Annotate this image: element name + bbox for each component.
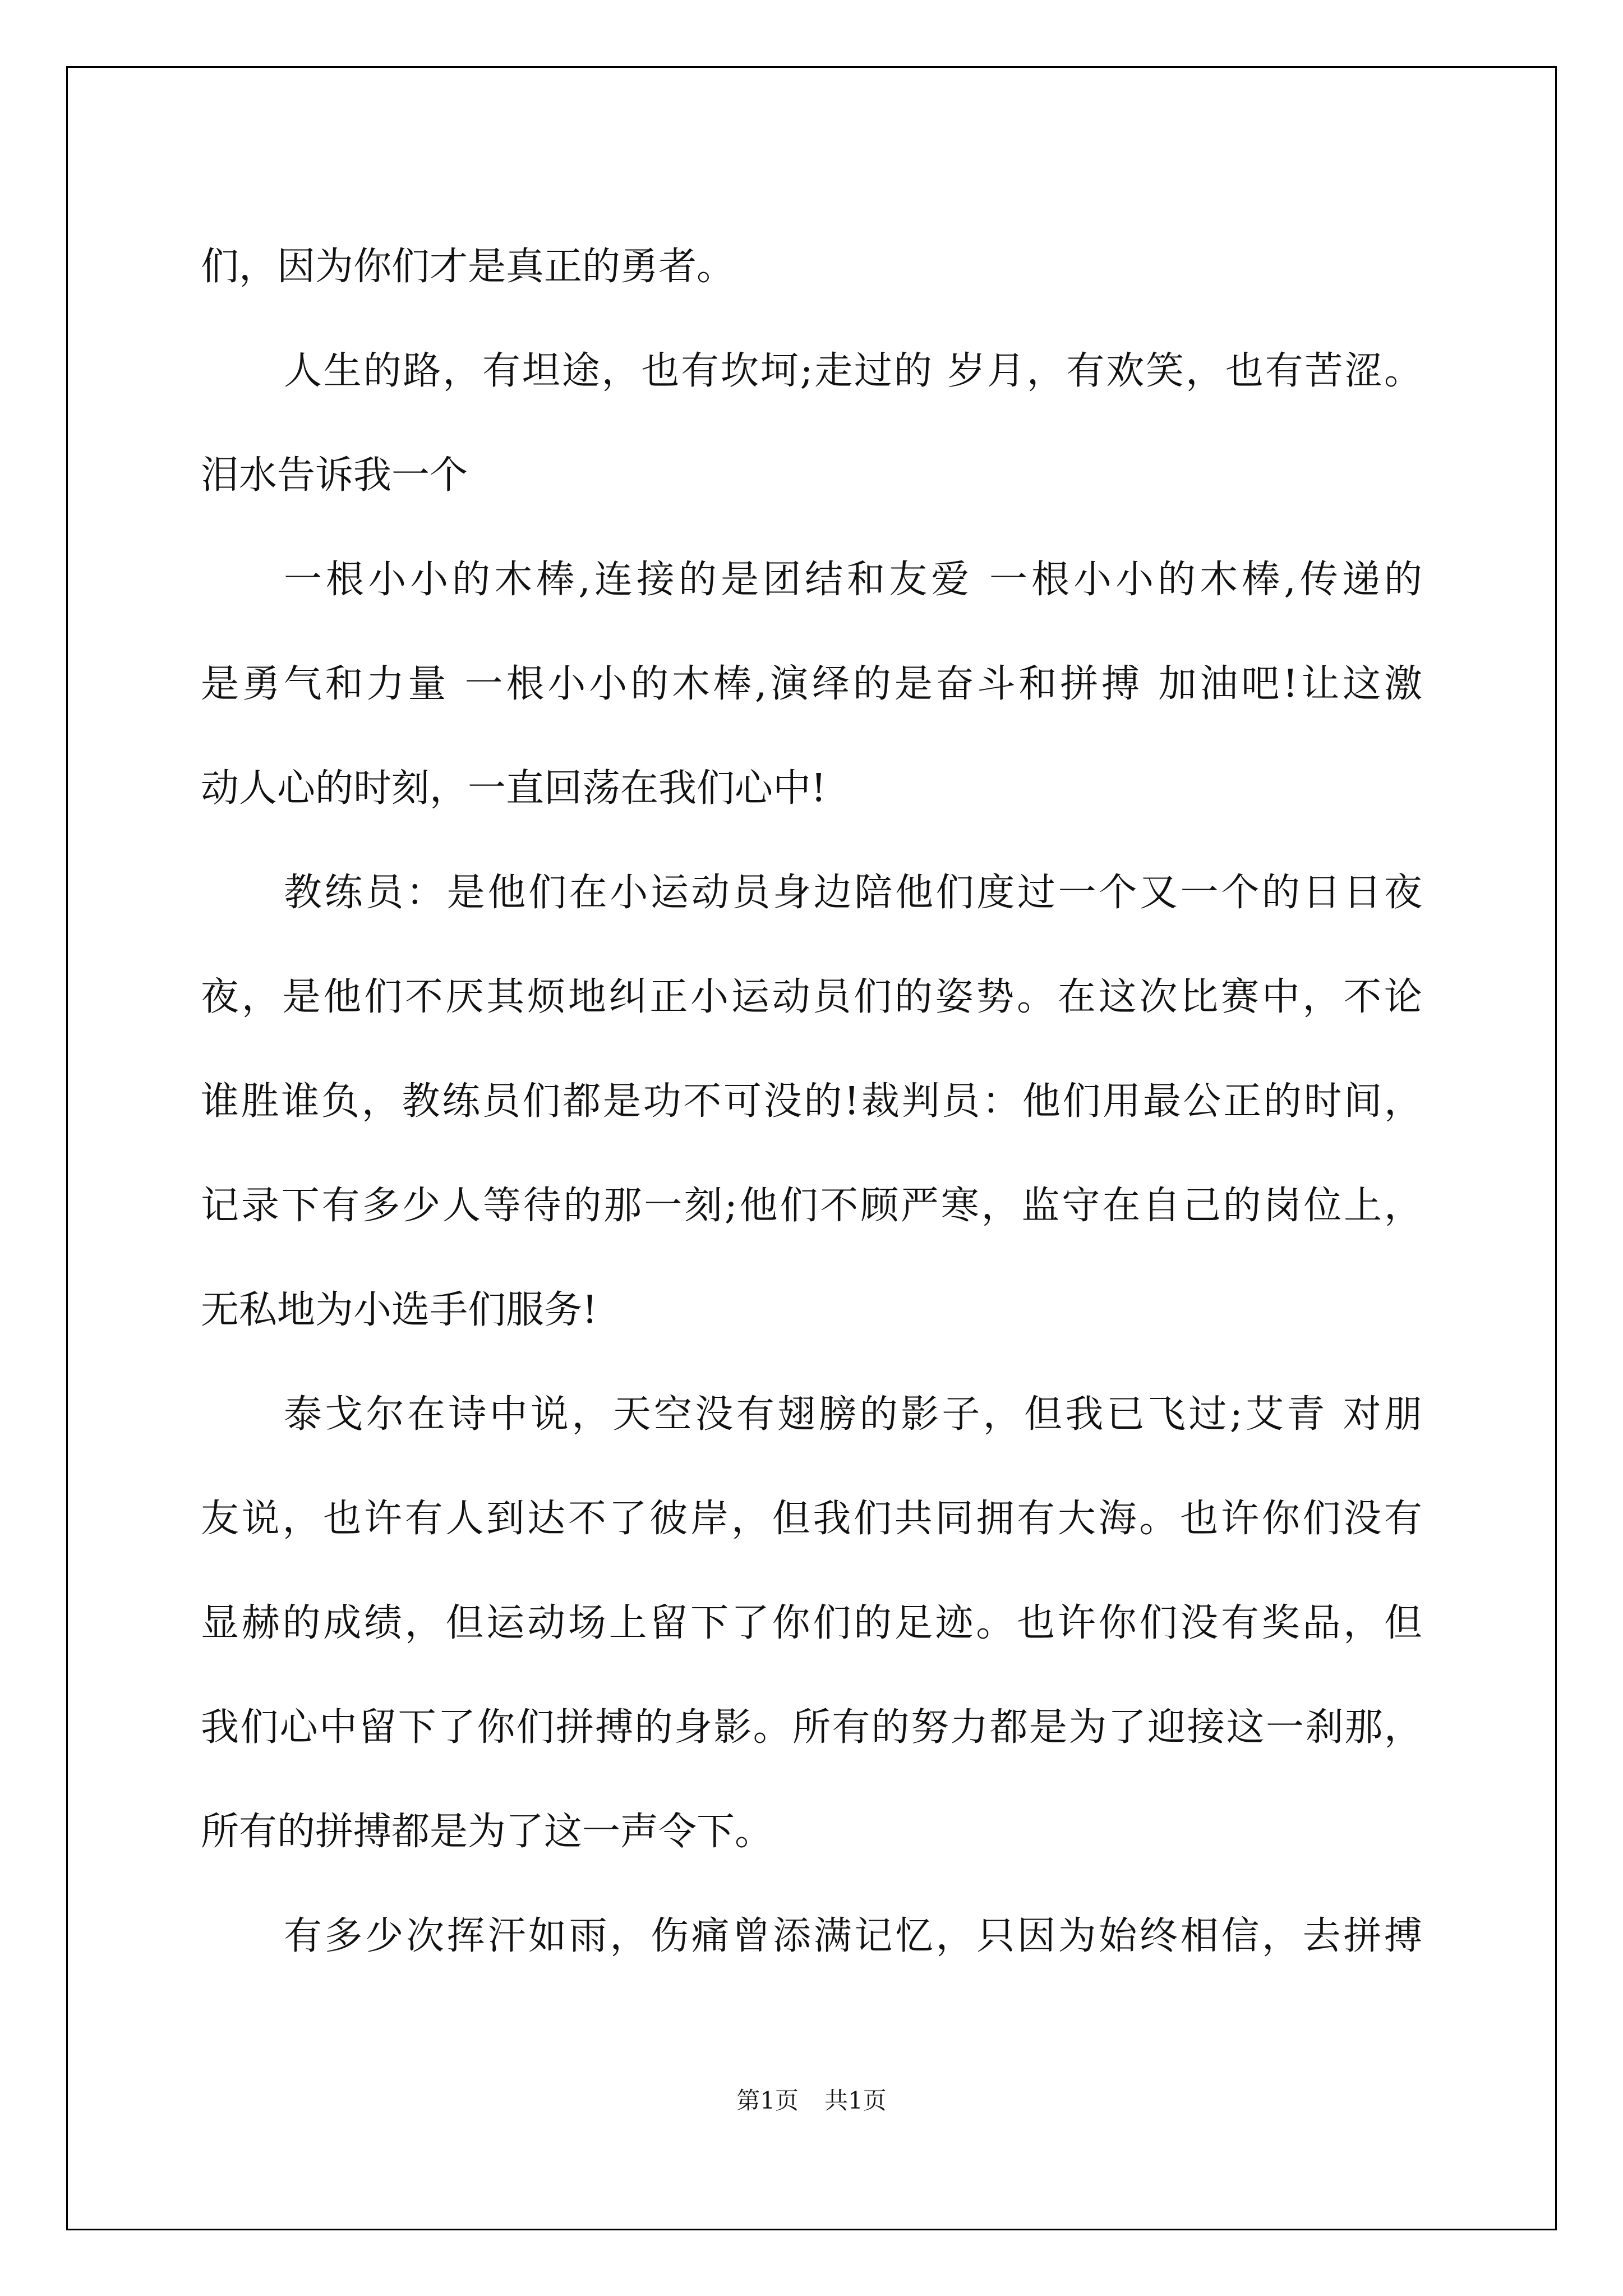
text-line: 夜，是他们不厌其烦地纠正小运动员们的姿势。在这次比赛中，不论 [201, 975, 1422, 1019]
text-line: 谁胜谁负，教练员们都是功不可没的!裁判员：他们用最公正的时间， [201, 1079, 1422, 1124]
text-line: 动人心的时刻，一直回荡在我们心中! [201, 766, 827, 811]
text-line: 所有的拼搏都是为了这一声令下。 [201, 1810, 773, 1854]
text-line: 人生的路，有坦途，也有坎坷;走过的 岁月，有欢笑，也有苦涩。 [284, 349, 1422, 393]
text-line: 教练员：是他们在小运动员身边陪他们度过一个又一个的日日夜 [284, 871, 1422, 915]
text-line: 记录下有多少人等待的那一刻;他们不顾严寒，监守在自己的岗位上， [201, 1184, 1422, 1228]
text-line: 一根小小的木棒,连接的是团结和友爱 一根小小的木棒,传递的 [284, 558, 1422, 602]
page-number-current: 第1页 [736, 2087, 799, 2114]
text-line: 我们心中留下了你们拼搏的身影。所有的努力都是为了迎接这一刹那， [201, 1705, 1422, 1750]
page-number-total: 共1页 [824, 2087, 887, 2114]
text-line: 无私地为小选手们服务! [201, 1288, 598, 1332]
text-line: 泪水告诉我一个 [201, 453, 468, 498]
text-line: 显赫的成绩，但运动场上留下了你们的足迹。也许你们没有奖品，但 [201, 1601, 1422, 1645]
text-line: 泰戈尔在诗中说，天空没有翅膀的影子，但我已飞过;艾青 对朋 [284, 1392, 1422, 1437]
text-line: 友说，也许有人到达不了彼岸，但我们共同拥有大海。也许你们没有 [201, 1497, 1422, 1541]
page-footer [0, 2082, 1623, 2116]
text-line: 是勇气和力量 一根小小的木棒,演绎的是奋斗和拼搏 加油吧!让这激 [201, 662, 1422, 706]
text-line: 有多少次挥汗如雨，伤痛曾添满记忆，只因为始终相信，去拼搏 [284, 1914, 1422, 1958]
document-body [201, 215, 1422, 1989]
text-line: 们，因为你们才是真正的勇者。 [201, 245, 735, 289]
